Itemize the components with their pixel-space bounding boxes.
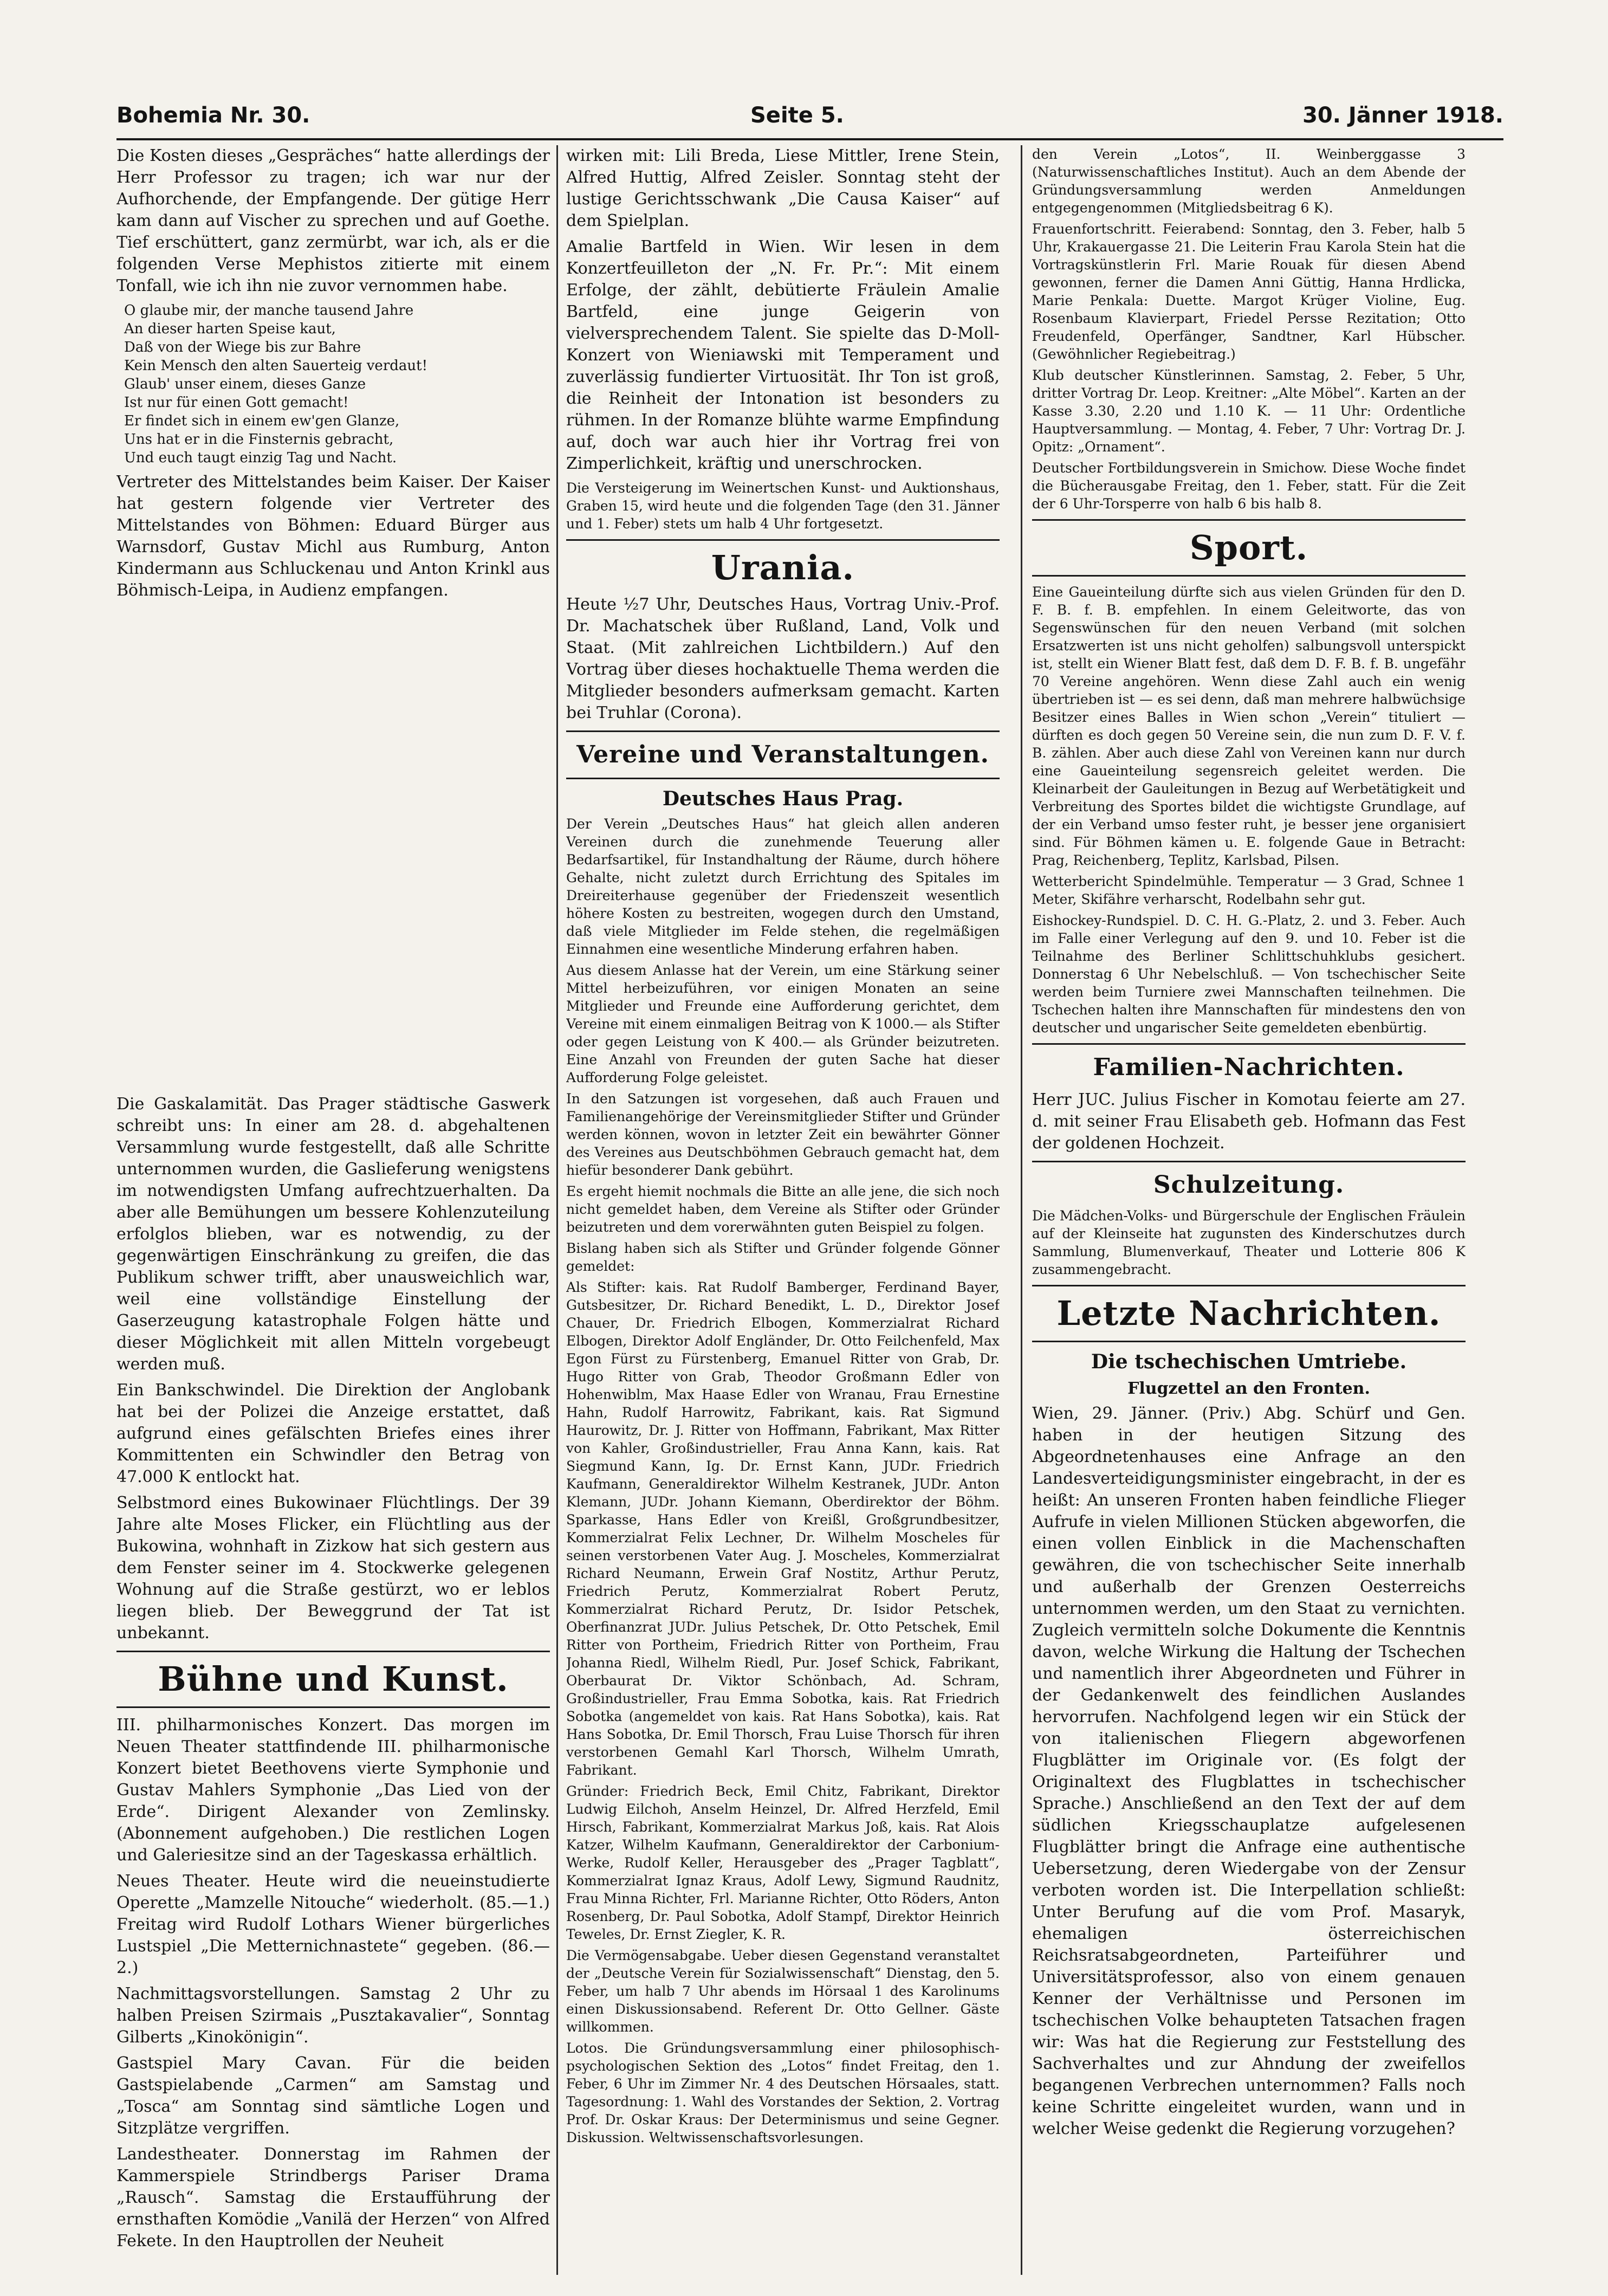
verse-line: Daß von der Wiege bis zur Bahre xyxy=(124,339,361,355)
section-rule xyxy=(566,778,1000,779)
section-rule xyxy=(1032,575,1466,577)
verse-line: Uns hat er in die Finsternis gebracht, xyxy=(124,431,394,448)
news-item-wetter: Wetterbericht Spindelmühle. Temperatur — 3 Grad, Schnee 1 Meter, Skifähre verharscht, Rodelbahn sehr gut. xyxy=(1032,874,1466,907)
subheading-umtriebe: Die tschechischen Umtriebe. xyxy=(1091,1350,1407,1373)
subheading-flugzettel: Flugzettel an den Fronten. xyxy=(1127,1379,1370,1398)
section-title-familie: Familien-Nachrichten. xyxy=(1093,1053,1405,1081)
section-rule xyxy=(1032,519,1466,521)
article-paragraph: wirken mit: Lili Breda, Liese Mittler, Irene Stein, Alfred Huttig, Alfred Zeisler. Sonntag steht der lustige Gerichtsschwank „Die Causa Kaiser“ auf dem Spielplan. xyxy=(566,146,1000,230)
masthead xyxy=(116,103,1503,135)
issue-number: Bohemia Nr. 30. xyxy=(116,103,310,128)
news-item-lotos: Lotos. Die Gründungsversammlung einer philosophisch-psychologischen Sektion des „Lotos“ findet Freitag, den 1. Feber, 6 Uhr im Zimmer Nr. 4 des Deutschen Hörsaales, statt. Tagesordnung: 1. Wahl des Vorstandes der Sektion, 2. Vortrag Prof. Dr. Oskar Kraus: Der Determinismus und seine Gegner. Diskussion. Weltwissenschaftsvorlesungen. xyxy=(566,2040,1000,2145)
section-rule xyxy=(1032,1285,1466,1286)
column-3 xyxy=(1032,145,1466,2269)
stifter-list: Als Stifter: kais. Rat Rudolf Bamberger, Ferdinand Bayer, Gutsbesitzer, Dr. Richard Benedikt, L. D., Direktor Josef Chauer, Dr. Friedrich Elbogen, Kommerzialrat Richard Elbogen, Direktor Adolf Engländer, Dr. Otto Feilchenfeld, Max Egon Fürst zu Fürstenberg, Emanuel Ritter von Grab, Dr. Hugo Ritter von Grab, Theodor Großmann Edler von Hohenwiblm, Max Haase Edler von Wranau, Frau Ernestine Hahn, Rudolf Harrowitz, Fabrikant, kais. Rat Sigmund Haurowitz, Dr. J. Ritter von Hoffmann, Fabrikant, Max Ritter von Kahler, Großindustrieller, Frau Anna Kann, kais. Rat Siegmund Kann, Ig. Dr. Ernst Kann, JUDr. Friedrich Kaufmann, Generaldirektor Wilhelm Kestranek, JUDr. Anton Klemann, JUDr. Johann Kiemann, Oberdirektor der Böhm. Sparkasse, Hans Edler von Kreißl, Großgrundbesitzer, Kommerzialrat Felix Lechner, Dr. Wilhelm Moscheles für seinen verstorbenen Vater Aug. J. Moscheles, Kommerzialrat Richard Neumann, Erwein Graf Nostitz, Arthur Perutz, Friedrich Perutz, Kommerzialrat Robert Perutz, Kommerzialrat Richard Perutz, Dr. Isidor Petschek, Oberfinanzrat JUDr. Julius Petschek, Dr. Otto Petschek, Emil Ritter von Portheim, Friedrich Ritter von Portheim, Frau Johanna Riedl, Wilhelm Riedl, Pur. Josef Schick, Fabrikant, Oberbaurat Dr. Viktor Schönbach, Ad. Schram, Großindustrieller, Frau Emma Sobotka, kais. Rat Friedrich Sobotka (angemeldet von kais. Rat Hans Sobotka), kais. Rat Hans Sobotka, Dr. Emil Thorsch, Frau Luise Thorsch für ihren verstorbenen Gemahl Karl Thorsch, Wilhelm Umrath, Fabrikant. xyxy=(566,1279,1000,1778)
article-paragraph: Aus diesem Anlasse hat der Verein, um eine Stärkung seiner Mittel herbeizuführen, vor einigen Monaten an seine Mitglieder und Freunde eine Aufforderung gerichtet, dem Vereine mit einem einmaligen Beitrag von K 1000.— als Stifter oder gegen Leistung von K 400.— als Gründer beizutreten. Eine Anzahl von Freunden der guten Sache hat dieser Aufforderung Folge geleistet. xyxy=(566,962,1000,1085)
blank-area xyxy=(116,606,550,1094)
news-item-klub: Klub deutscher Künstlerinnen. Samstag, 2. Feber, 5 Uhr, dritter Vortrag Dr. Leop. Kreitner: „Alte Möbel“. Karten an der Kasse 3.30, 2.20 und 1.10 K. — 11 Uhr: Ordentliche Hauptversammlung. — Montag, 4. Feber, 7 Uhr: Vortrag Dr. J. Opitz: „Ornament“. xyxy=(1032,367,1466,455)
article-paragraph: Die Kosten dieses „Gespräches“ hatte allerdings der Herr Professor zu tragen; ich war nur der Aufhorchende, der Empfangende. Der gütige Herr kam dann auf Vischer zu sprechen und auf Goethe. Tief erschüttert, ganz zermürbt, war ich, als er die folgenden Verse Mephistos zitierte mit einem Tonfall, wie ich ihn nie zuvor vernommen habe. xyxy=(116,146,550,295)
news-item-vermoegensabgabe: Die Vermögensabgabe. Ueber diesen Gegenstand veranstaltet der „Deutsche Verein für Sozialwissenschaft“ Dienstag, den 5. Feber, um halb 7 Uhr abends im Hörsaal 1 des Karolinums einen Diskussionsabend. Referent Dr. Otto Gellner. Gäste willkommen. xyxy=(566,1948,1000,2035)
news-item-bank: Ein Bankschwindel. Die Direktion der Anglobank hat bei der Polizei die Anzeige erstattet, daß aufgrund eines gefälschten Briefes eines ihrer Kommittenten ein Schwindler den Betrag von 47.000 K entlockt hat. xyxy=(116,1381,550,1486)
news-item-bartfeld: Amalie Bartfeld in Wien. Wir lesen in dem Konzertfeuilleton der „N. Fr. Pr.“: Mit einem Erfolge, der zählt, debütierte Fräulein Amalie Bartfeld, eine junge Geigerin von vielversprechendem Talent. Sie spielte das D-Moll-Konzert von Wieniawski mit Temperament und zuverlässig fundierter Virtuosität. Ihr Ton ist groß, die Reinheit der Intonation ist besonders zu rühmen. In der Romanze blühte warme Empfindung auf, doch war auch hier ihr Vortrag frei von Zimperlichkeit, kräftig und unerschrocken. xyxy=(566,237,1000,473)
news-item-gas: Die Gaskalamität. Das Prager städtische Gaswerk schreibt uns: In einer am 28. d. abgehaltenen Versammlung wurde festgestellt, daß alle Schritte unternommen wurden, die Gaslieferung wenigstens im notwendigsten Umfang aufrechtzuerhalten. Da aber alle Bemühungen um bessere Kohlenzuteilung erfolglos blieben, war es notwendig, zu der gegenwärtigen Einschränkung zu greifen, die das Publikum schwer trifft, aber unausweichlich war, weil eine vollständige Einstellung der Gaserzeugung katastrophale Folgen hätte und dieser Möglichkeit mit allen Mitteln vorgebeugt werden muß. xyxy=(116,1095,550,1374)
verse-line: Glaub' unser einem, dieses Ganze xyxy=(124,376,366,392)
section-rule xyxy=(1032,1161,1466,1162)
subheading-deutsches-haus: Deutsches Haus Prag. xyxy=(662,787,904,810)
verse-line: An dieser harten Speise kaut, xyxy=(124,321,336,337)
column-divider xyxy=(556,145,558,2275)
section-title-buehne: Bühne und Kunst. xyxy=(158,1659,509,1699)
news-item-familie: Herr JUC. Julius Fischer in Komotau feierte am 27. d. mit seiner Frau Elisabeth geb. Hofmann das Fest der goldenen Hochzeit. xyxy=(1032,1090,1466,1153)
section-rule xyxy=(116,1706,550,1708)
column-divider xyxy=(1021,145,1022,2275)
news-item-landestheater: Landestheater. Donnerstag im Rahmen der Kammerspiele Strindbergs Pariser Drama „Rausch“. Samstag die Erstaufführung der ernsthaften Komödie „Vanilä der Herzen“ von Alfred Fekete. In den Hauptrollen der Neuheit xyxy=(116,2145,550,2250)
page-number: Seite 5. xyxy=(750,103,844,128)
section-rule xyxy=(566,730,1000,732)
verse-line: Er findet sich in einem ew'gen Glanze, xyxy=(124,413,400,429)
news-item-schule: Die Mädchen-Volks- und Bürgerschule der Englischen Fräulein auf der Kleinseite hat zugunsten des Kinderschutzes durch Sammlung, Blumenverkauf, Theater und Lotterie 806 K zusammengebracht. xyxy=(1032,1208,1466,1277)
news-item-neues-theater: Neues Theater. Heute wird die neueinstudierte Operette „Mamzelle Nitouche“ wiederholt. (85.—1.) Freitag wird Rudolf Lothars Wiener bürgerliches Lustspiel „Die Metternichnastete“ gegeben. (86.—2.) xyxy=(116,1872,550,1977)
section-rule xyxy=(1032,1341,1466,1342)
news-item-gaueinteilung: Eine Gaueinteilung dürfte sich aus vielen Gründen für den D. F. B. f. B. empfehlen. In einem Geleitworte, das von Segenswünschen für den neuen Verband (mit solchen Ersatzwerten ist uns nicht geholfen) salbungsvoll unterspickt ist, stellt ein Wiener Blatt fest, daß dem D. F. B. f. B. ungefähr 70 Vereine angehören. Wenn diese Zahl auch ein wenig übertrieben ist — es sei denn, daß man mehrere halbwüchsige Besitzer eines Balles in Wien schon „Verein“ tituliert — dürften es doch gegen 50 Vereine sein, die nun zum D. F. V. f. B. zählen. Aber auch diese Zahl von Vereinen kann nur durch eine Gaueinteilung segensreich geleitet werden. Die Kleinarbeit der Gauleitungen in Bezug auf Werbetätigkeit und Verbreitung des Sportes bildet die wichtigste Grundlage, auf der ein Verband umso fester ruht, je besser jene organisiert sind. Für Böhmen kämen u. E. folgende Gaue in Betracht: Prag, Reichenberg, Teplitz, Karlsbad, Pilsen. xyxy=(1032,584,1466,868)
column-2 xyxy=(566,145,1000,2269)
issue-date: 30. Jänner 1918. xyxy=(1302,103,1503,128)
section-title-letzte: Letzte Nachrichten. xyxy=(1056,1293,1441,1333)
header-rule xyxy=(116,138,1503,140)
section-rule xyxy=(566,539,1000,541)
news-item-eishockey: Eishockey-Rundspiel. D. C. H. G.-Platz, 2. und 3. Feber. Auch im Falle einer Verlegung auf den 9. und 10. Feber ist die Teilnahme des Berliner Schlittschuhklubs gesichert. Donnerstag 6 Uhr Nebelschluß. — Von tschechischer Seite werden beim Turniere zwei Mannschaften teilnehmen. Die Tschechen halten ihre Mannschaften für mindestens den von deutscher und ungarischer Seite gemeldeten ebenbürtig. xyxy=(1032,913,1466,1036)
verse-line: O glaube mir, der manche tausend Jahre xyxy=(124,302,414,319)
column-1 xyxy=(116,145,550,2269)
article-paragraph: In den Satzungen ist vorgesehen, daß auch Frauen und Familienangehörige der Vereinsmitglieder Stifter und Gründer werden können, wovon in letzter Zeit ein bewährter Gönner des Vereines aus Deutschböhmen Gebrauch gemacht hat, dem hiefür besonderer Dank gebührt. xyxy=(566,1091,1000,1178)
article-paragraph: Der Verein „Deutsches Haus“ hat gleich allen anderen Vereinen durch die zunehmende Teuerung aller Bedarfsartikel, für Instandhaltung der Räume, durch höhere Gehalte, nicht zuletzt durch Errichtung des Spitales im Dreireiterhause gegenüber der Friedenszeit wesentlich höhere Kosten zu bestreiten, wogegen durch den Umstand, daß viele Mitglieder im Felde stehen, die regelmäßigen Einnahmen eine wesentliche Minderung erfahren haben. xyxy=(566,816,1000,957)
news-item-gastspiel: Gastspiel Mary Cavan. Für die beiden Gastspielabende „Carmen“ am Samstag und „Tosca“ am Sonntag sind sämtliche Logen und Sitzplätze vergriffen. xyxy=(116,2054,550,2138)
article-paragraph: Es ergeht hiemit nochmals die Bitte an alle jene, die sich noch nicht gemeldet haben, dem Vereine als Stifter oder Gründer beizutreten und dem vorerwähnten guten Beispiel zu folgen. xyxy=(566,1183,1000,1235)
news-item-letzte: Wien, 29. Jänner. (Priv.) Abg. Schürf und Gen. haben in der heutigen Sitzung des Abgeordnetenhauses eine Anfrage an den Landesverteidigungsminister eingebracht, in der es heißt: An unseren Fronten haben feindliche Flieger Aufrufe in vielen Millionen Stücken abgeworfen, die einen vollen Einblick in die Machenschaften gewähren, die von tschechischer Seite innerhalb und außerhalb der Grenzen Oesterreichs unternommen werden, um den Staat zu vernichten. Zugleich vermitteln solche Dokumente die Kenntnis davon, welche Wirkung die Haltung der Tschechen und namentlich ihrer Abgeordneten und Führer in der Gedankenwelt des feindlichen Auslandes hervorrufen. Nachfolgend legen wir ein Stück der von italienischen Fliegern abgeworfenen Flugblätter im Originale vor. (Es folgt der Originaltext des Flugblattes in tschechischer Sprache.) Anschließend an den Text der auf dem südlichen Kriegsschauplatze aufgelesenen Flugblätter bringt die Anfrage eine authentische Uebersetzung, deren Wiedergabe von der Zensur verboten worden ist. Die Interpellation schließt: Unter Berufung auf die vom Prof. Masaryk, ehemaligen österreichischen Reichsratsabgeordneten, Parteiführer und Universitätsprofessor, also von einem genauen Kenner der Verhältnisse und Personen im tschechischen Volke behaupteten Tatsachen fragen wir: Was hat die Regierung zur Feststellung des Sachverhaltes und zur Ahndung der zweifellos begangenen Verbrechen unternommen? Falls noch keine Schritte eingeleitet wurden, wann und in welcher Weise gedenkt die Regierung vorzugehen? xyxy=(1032,1404,1466,2138)
section-rule xyxy=(1032,1043,1466,1045)
verse-line: Und euch taugt einzig Tag und Nacht. xyxy=(124,450,397,466)
news-item-urania: Heute ½7 Uhr, Deutsches Haus, Vortrag Univ.-Prof. Dr. Machatschek über Rußland, Land, Volk und Staat. (Mit zahlreichen Lichtbildern.) Auf den Vortrag über dieses hochaktuelle Thema werden die Mitglieder besonders aufmerksam gemacht. Karten bei Truhlar (Corona). xyxy=(566,595,1000,722)
verse-block xyxy=(116,301,550,467)
section-title-vereine: Vereine und Veranstaltungen. xyxy=(576,741,989,768)
news-item-frauenfortschritt: Frauenfortschritt. Feierabend: Sonntag, den 3. Feber, halb 5 Uhr, Krakauergasse 21. Die Leiterin Frau Karola Stein hat die Vortragskünstlerin Frl. Marie Rouak für diesen Abend gewonnen, ferner die Damen Anni Güttig, Hanna Hrdlicka, Marie Penkala: Duette. Margot Krüger Violine, Eug. Rosenbaum Klavierpart, Friedel Persse Rezitation; Otto Freudenfeld, Operfänger, Sandtner, Karl Hübscher. (Gewöhnlicher Regiebeitrag.) xyxy=(1032,221,1466,362)
news-item-fortbildung: Deutscher Fortbildungsverein in Smichow. Diese Woche findet die Bücherausgabe Freitag, den 1. Feber, statt. Für die Zeit der 6 Uhr-Torsperre von halb 6 bis halb 8. xyxy=(1032,460,1466,512)
news-item-versteigerung: Die Versteigerung im Weinertschen Kunst- und Auktionshaus, Graben 15, wird heute und die folgenden Tage (den 31. Jänner und 1. Feber) stets um halb 4 Uhr fortgesetzt. xyxy=(566,480,1000,532)
article-paragraph: Bislang haben sich als Stifter und Gründer folgende Gönner gemeldet: xyxy=(566,1240,1000,1274)
verse-line: Kein Mensch den alten Sauerteig verdaut! xyxy=(124,358,428,374)
news-item-konzert: III. philharmonisches Konzert. Das morgen im Neuen Theater stattfindende III. philharmonische Konzert bietet Beethovens vierte Symphonie und Gustav Mahlers Symphonie „Das Lied von der Erde“. Dirigent Alexander von Zemlinsky. (Abonnement aufgehoben.) Die restlichen Logen und Galeriesitze sind an der Tageskassa erhältlich. xyxy=(116,1716,550,1865)
article-paragraph: den Verein „Lotos“, II. Weinberggasse 3 (Naturwissenschaftliches Institut). Auch an dem Abende der Gründungsversammlung werden Anmeldungen entgegengenommen (Mitgliedsbeitrag 6 K). xyxy=(1032,146,1466,216)
news-item-selbstmord: Selbstmord eines Bukowinaer Flüchtlings. Der 39 Jahre alte Moses Flicker, ein Flüchtling aus der Bukowina, wohnhaft in Zizkow hat sich gestern aus dem Fenster seiner im 4. Stockwerke gelegenen Wohnung auf die Straße gestürzt, wo er leblos liegen blieb. Der Beweggrund der Tat ist unbekannt. xyxy=(116,1493,550,1642)
section-title-sport: Sport. xyxy=(1189,528,1308,567)
gruender-list: Gründer: Friedrich Beck, Emil Chitz, Fabrikant, Direktor Ludwig Eilchoh, Anselm Heinzel, Dr. Alfred Herzfeld, Emil Hirsch, Fabrikant, Kommerzialrat Markus Joß, kais. Rat Alois Katzer, Wilhelm Kaufmann, Generaldirektor der Carbonium-Werke, Rudolf Keller, Herausgeber des „Prager Tagblatt“, Kommerzialrat Ignaz Kraus, Adolf Lewy, Sigmund Raudnitz, Frau Minna Richter, Frl. Marianne Richter, Otto Röders, Anton Rosenberg, Dr. Paul Sobotka, Adolf Stampf, Direktor Heinrich Teweles, Dr. Ernst Ziegler, K. R. xyxy=(566,1783,1000,1942)
section-title-urania: Urania. xyxy=(711,548,855,587)
verse-line: Ist nur für einen Gott gemacht! xyxy=(124,394,349,411)
news-item-nachmittag: Nachmittagsvorstellungen. Samstag 2 Uhr zu halben Preisen Szirmais „Pusztakavalier“, Sonntag Gilberts „Kinokönigin“. xyxy=(116,1984,550,2047)
section-title-schulzeitung: Schulzeitung. xyxy=(1153,1171,1345,1199)
news-item-kaiser: Vertreter des Mittelstandes beim Kaiser. Der Kaiser hat gestern folgende vier Vertreter des Mittelstandes von Böhmen: Eduard Bürger aus Warnsdorf, Gustav Michl aus Rumburg, Anton Kindermann aus Schluckenau und Anton Krinkl aus Böhmisch-Leipa, in Audienz empfangen. xyxy=(116,473,550,600)
section-rule xyxy=(116,1651,550,1652)
